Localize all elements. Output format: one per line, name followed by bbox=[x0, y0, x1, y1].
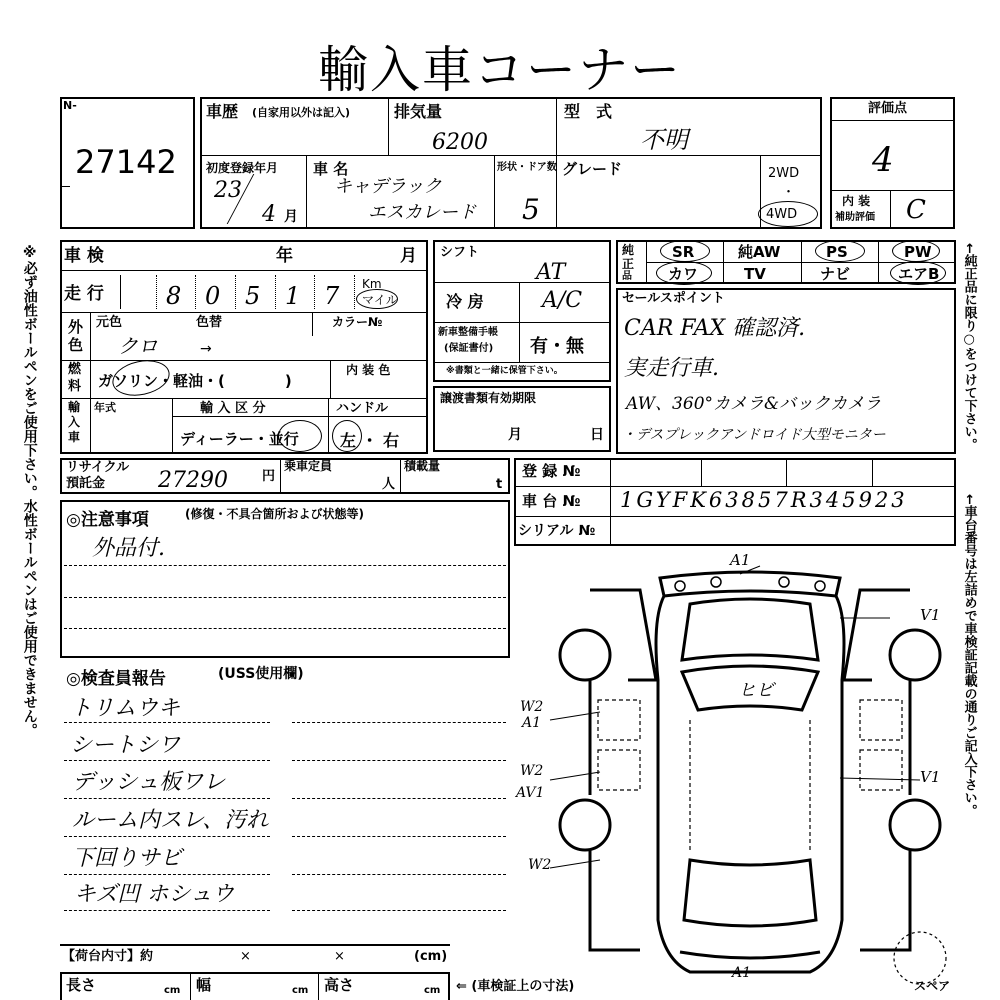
transfer-label: 譲渡書類有効期限 bbox=[440, 391, 537, 405]
color-arrow: → bbox=[200, 341, 212, 357]
history-note: (自家用以外は記入) bbox=[252, 106, 351, 119]
color-label-1: 外 bbox=[68, 318, 84, 336]
serial-label: シリアル № bbox=[518, 523, 596, 539]
lot-number: 27142 bbox=[75, 143, 177, 181]
import-label-2: 入 bbox=[68, 415, 81, 429]
sales-points-label: セールスポイント bbox=[622, 291, 725, 306]
mileage-digit-4: 1 bbox=[285, 282, 301, 310]
mark-right-v1-bottom: V1 bbox=[920, 768, 941, 786]
interior-label-2: 補助評価 bbox=[835, 212, 875, 223]
cargo-length-unit: cm bbox=[164, 985, 181, 996]
cargo-width-unit: cm bbox=[292, 985, 309, 996]
cargo-note: ⇐ (車検証上の寸法) bbox=[456, 979, 575, 994]
recycle-value: 27290 bbox=[158, 468, 228, 493]
capacity-unit: 人 bbox=[382, 477, 396, 492]
fuel-label-2: 料 bbox=[68, 379, 82, 394]
first-reg-month: 4 bbox=[262, 202, 276, 227]
manual-note: ※書類と一緒に保管下さい。 bbox=[446, 366, 563, 376]
handle-value[interactable]: 左 ・ 右 bbox=[340, 431, 400, 450]
km-label: Km bbox=[362, 277, 382, 291]
shift-value: AT bbox=[536, 260, 566, 285]
genuine-airbag-circle bbox=[890, 261, 946, 285]
mark-left-w2-mid: W2 bbox=[520, 763, 544, 779]
year-model-label: 年式 bbox=[94, 401, 116, 414]
cargo-height-label: 高さ bbox=[324, 976, 355, 994]
drive-dot: ・ bbox=[782, 185, 796, 200]
mile-circle bbox=[356, 289, 398, 309]
drive-4wd-circle bbox=[758, 201, 818, 227]
cargo-length-label: 長さ bbox=[66, 976, 97, 994]
mile-label: マイル bbox=[362, 293, 398, 307]
shift-label: シフト bbox=[440, 245, 480, 260]
genuine-pw-circle bbox=[892, 240, 940, 262]
orig-color-value: クロ bbox=[118, 334, 158, 358]
spare-label: スペア bbox=[914, 979, 951, 993]
car-name-line2: エスカレード bbox=[368, 202, 476, 223]
handle-label: ハンドル bbox=[336, 401, 389, 416]
first-reg-unit: 月 bbox=[284, 209, 298, 225]
fuel-options[interactable]: ガソリン・軽油・( ) bbox=[98, 372, 292, 390]
genuine-aw[interactable]: 純AW bbox=[738, 243, 781, 261]
cargo-x2: × bbox=[334, 949, 345, 964]
spec-middle-box bbox=[433, 240, 611, 382]
color-code-label: カラー№ bbox=[332, 315, 383, 329]
mark-windshield-crack: ヒビ bbox=[738, 680, 774, 701]
handle-left-circle bbox=[332, 420, 362, 452]
genuine-sr-circle bbox=[660, 240, 710, 262]
car-damage-diagram bbox=[540, 560, 960, 993]
chassis-value: 1GYFK63857R345923 bbox=[620, 488, 908, 512]
inspector-line-1: トリムウキ bbox=[70, 696, 181, 721]
recycle-label-1: リサイクル bbox=[66, 460, 130, 475]
inspection-label: 車 検 bbox=[64, 246, 104, 266]
spec-box bbox=[60, 240, 428, 454]
side-note-right-top: ←純正品に限り○をつけて下さい。 bbox=[961, 243, 977, 451]
mark-left-a1: A1 bbox=[522, 715, 542, 731]
mileage-digit-2: 0 bbox=[205, 282, 221, 310]
mark-left-av1: AV1 bbox=[516, 785, 545, 801]
genuine-pw[interactable]: PW bbox=[904, 243, 932, 261]
transfer-month: 月 bbox=[508, 427, 522, 443]
sales-line-4: ・デスプレックアンドロイド大型モニター bbox=[622, 427, 886, 443]
grade-label: グレード bbox=[562, 160, 623, 178]
inspector-line-6: キズ凹 ホシュウ bbox=[74, 882, 235, 907]
model-label: 型 式 bbox=[564, 102, 613, 121]
mark-front-a1: A1 bbox=[730, 551, 751, 569]
reg-label: 登 録 № bbox=[522, 462, 581, 480]
sales-line-1: CAR FAX 確認済. bbox=[624, 316, 806, 341]
first-reg-label: 初度登録年月 bbox=[206, 161, 279, 175]
inspector-line-5: 下回りサビ bbox=[72, 846, 183, 871]
genuine-ps[interactable]: PS bbox=[826, 243, 848, 261]
genuine-sr[interactable]: SR bbox=[672, 243, 695, 261]
genuine-label-3: 品 bbox=[622, 271, 632, 282]
cargo-x1: × bbox=[240, 949, 251, 964]
repaint-label: 色替 bbox=[196, 315, 223, 330]
mark-left-w2-top: W2 bbox=[520, 699, 544, 715]
drive-4wd[interactable]: 4WD bbox=[766, 207, 798, 222]
caution-label: ◎注意事項 bbox=[66, 510, 149, 530]
import-label-3: 車 bbox=[68, 430, 81, 444]
ac-value: A/C bbox=[542, 288, 583, 313]
cargo-label: 【荷台内寸】約 bbox=[62, 949, 154, 964]
drive-2wd[interactable]: 2WD bbox=[768, 166, 800, 181]
cargo-unit: (cm) bbox=[414, 949, 448, 964]
import-label-1: 輸 bbox=[68, 400, 81, 414]
side-note-left: ※必ず油性ボールペンをご使用下さい。水性ボールペンはご使用できません。 bbox=[21, 245, 38, 737]
mileage-label: 走 行 bbox=[64, 284, 104, 304]
displacement-label: 排気量 bbox=[394, 102, 443, 121]
color-label-2: 色 bbox=[68, 336, 84, 354]
genuine-tv[interactable]: TV bbox=[744, 265, 766, 283]
inspection-year-label: 年 bbox=[276, 246, 293, 266]
displacement-value: 6200 bbox=[432, 130, 488, 155]
genuine-label-2: 正 bbox=[622, 257, 635, 271]
import-type-value[interactable]: ディーラー・並行 bbox=[180, 430, 299, 448]
mark-left-w2-bottom: W2 bbox=[528, 857, 552, 873]
genuine-ps-circle bbox=[815, 240, 865, 262]
genuine-navi[interactable]: ナビ bbox=[820, 265, 851, 283]
fuel-label-1: 燃 bbox=[68, 362, 82, 377]
sales-line-3: AW、360°カメラ&バックカメラ bbox=[626, 394, 882, 414]
page-title: 輸入車コーナー bbox=[318, 41, 682, 99]
side-note-right-bottom: ←車台番号は左詰めで車検証記載の通りご記入下さい。 bbox=[961, 494, 977, 817]
mileage-digit-5: 7 bbox=[324, 282, 340, 310]
lot-prefix: N- bbox=[63, 99, 77, 112]
doors-value: 5 bbox=[522, 193, 540, 226]
mark-right-v1-top: V1 bbox=[920, 606, 941, 624]
recycle-label-2: 預託金 bbox=[66, 476, 106, 491]
mileage-digit-1: 8 bbox=[166, 282, 182, 310]
inspector-label: ◎検査員報告 bbox=[66, 669, 166, 689]
caution-note: (修復・不具合箇所および状態等) bbox=[185, 507, 364, 521]
inspector-line-3: デッシュ板ワレ bbox=[72, 770, 226, 795]
inspector-note: (USS使用欄) bbox=[218, 666, 304, 682]
inspection-month-label: 月 bbox=[400, 246, 417, 266]
capacity-label: 乗車定員 bbox=[284, 459, 333, 473]
recycle-unit: 円 bbox=[262, 469, 276, 484]
manual-label-2: (保証書付) bbox=[444, 343, 494, 354]
ac-label: 冷 房 bbox=[446, 292, 484, 311]
import-type-label: 輸 入 区 分 bbox=[200, 401, 266, 416]
import-parallel-circle bbox=[278, 420, 322, 452]
sales-line-2: 実走行車. bbox=[624, 356, 719, 381]
model-value: 不明 bbox=[640, 126, 688, 154]
inspector-line-4: ルーム内スレ、汚れ bbox=[72, 808, 269, 833]
caution-line-1: 外品付. bbox=[92, 536, 165, 561]
doors-label: 形状・ドア数 bbox=[497, 162, 557, 173]
load-label: 積載量 bbox=[404, 459, 441, 473]
cargo-width-label: 幅 bbox=[196, 976, 212, 994]
score-value: 4 bbox=[872, 140, 894, 180]
cargo-height-unit: cm bbox=[424, 985, 441, 996]
manual-value[interactable]: 有・無 bbox=[530, 336, 584, 357]
interior-color-label: 内 装 色 bbox=[346, 363, 391, 377]
mark-rear-a1: A1 bbox=[732, 965, 752, 981]
score-label: 評価点 bbox=[868, 101, 908, 116]
first-reg-year: 23 bbox=[214, 178, 242, 203]
cargo-dim-box bbox=[60, 972, 450, 1000]
inspector-line-2: シートシワ bbox=[70, 733, 181, 758]
chassis-label: 車 台 № bbox=[522, 492, 581, 510]
mileage-digit-3: 5 bbox=[245, 282, 261, 310]
genuine-airbag[interactable]: エアB bbox=[898, 265, 940, 283]
interior-label-1: 内 装 bbox=[842, 194, 871, 208]
interior-value: C bbox=[906, 195, 926, 225]
car-name-line1: キャデラック bbox=[334, 176, 442, 197]
load-unit: t bbox=[496, 477, 503, 492]
car-name-label: 車 名 bbox=[313, 160, 349, 178]
genuine-label-1: 純 bbox=[622, 243, 635, 257]
history-label: 車歴 bbox=[206, 102, 239, 121]
orig-color-label: 元色 bbox=[96, 315, 123, 330]
manual-label-1: 新車整備手帳 bbox=[438, 327, 498, 338]
transfer-day: 日 bbox=[590, 427, 604, 443]
genuine-leather[interactable]: カワ bbox=[668, 265, 699, 283]
genuine-leather-circle bbox=[656, 261, 712, 285]
